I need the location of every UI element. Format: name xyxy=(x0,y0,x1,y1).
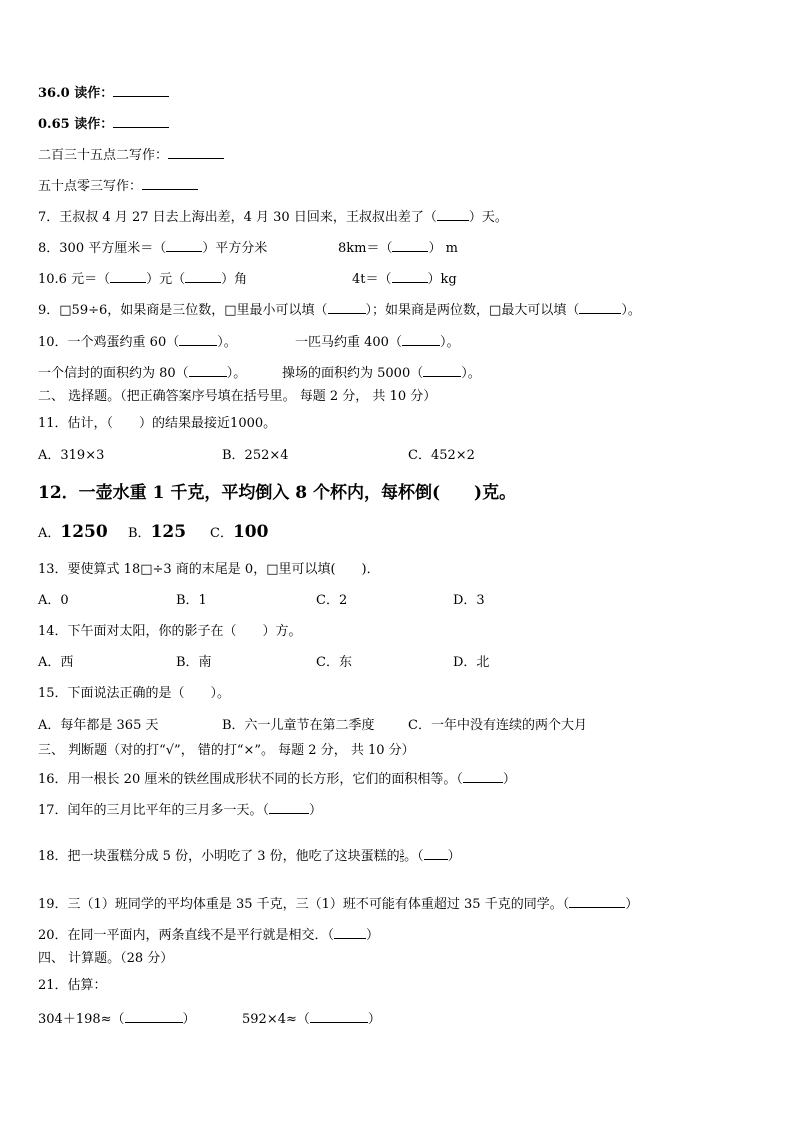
q-label: 二百三十五点二写作： xyxy=(38,148,169,163)
q8d-post: ）kg xyxy=(427,272,457,287)
q21-item-a xyxy=(38,1010,196,1028)
question-10c xyxy=(38,364,246,382)
answer-blank[interactable] xyxy=(392,270,428,283)
answer-blank[interactable] xyxy=(463,770,503,783)
q13-option-c[interactable]: C．2 xyxy=(316,593,348,608)
q8c-mid: ）元（ xyxy=(146,272,186,287)
answer-blank[interactable] xyxy=(168,146,224,159)
question-10d xyxy=(282,364,481,382)
question-17 xyxy=(38,801,322,819)
fraction-denominator: 5 xyxy=(399,856,405,864)
answer-blank[interactable] xyxy=(402,333,440,346)
option-letter: C． xyxy=(210,526,233,541)
q10a-text: 10．一个鸡蛋约重 60（ xyxy=(38,335,180,350)
q7-text: 7．王叔叔 4 月 27 日去上海出差，4 月 30 日回来，王叔叔出差了（ xyxy=(38,210,437,225)
question-13: 13．要使算式 18□÷3 商的末尾是 0，□里可以填( )． xyxy=(38,562,380,577)
q16-post: ） xyxy=(502,772,516,787)
q10b-post: ）。 xyxy=(439,335,460,350)
question-14: 14．下午面对太阳，你的影子在（ ）方。 xyxy=(38,624,302,639)
answer-blank[interactable] xyxy=(423,364,461,377)
q8a-text: 8．300 平方厘米＝（ xyxy=(38,241,167,256)
question-19 xyxy=(38,895,638,913)
q14-option-a[interactable]: A．西 xyxy=(38,655,74,670)
q21-item-b xyxy=(242,1010,381,1028)
question-8d xyxy=(352,270,457,288)
option-value: 100 xyxy=(232,522,269,542)
q8c-post: ）角 xyxy=(221,272,248,287)
q12-option-a[interactable] xyxy=(38,524,108,542)
q15-option-c[interactable]: C．一年中没有连续的两个大月 xyxy=(408,718,587,733)
q-write-5003 xyxy=(38,177,198,195)
answer-blank[interactable] xyxy=(185,270,221,283)
q15-option-b[interactable]: B．六一儿童节在第二季度 xyxy=(222,718,375,733)
q18-text: 18．把一块蛋糕分成 5 份，小明吃了 3 份，他吃了这块蛋糕的 xyxy=(38,849,400,864)
question-8c xyxy=(38,270,247,288)
q14-option-b[interactable]: B．南 xyxy=(176,655,212,670)
q13-option-d[interactable]: D．3 xyxy=(453,593,485,608)
q-label: 0.65 读作： xyxy=(38,117,114,132)
q18-post: 。（ xyxy=(404,849,424,864)
option-letter: B． xyxy=(128,526,151,541)
q10c-post: ）。 xyxy=(226,366,247,381)
answer-blank[interactable] xyxy=(113,115,169,128)
q19-post: ） xyxy=(625,897,639,912)
q12-option-b[interactable] xyxy=(128,524,186,542)
answer-blank[interactable] xyxy=(110,270,146,283)
q21b-text: 592×4≈（ xyxy=(242,1012,310,1027)
q21b-post: ） xyxy=(367,1012,381,1027)
question-20 xyxy=(38,926,379,944)
answer-blank[interactable] xyxy=(166,239,202,252)
question-21: 21．估算： xyxy=(38,978,107,993)
option-value: 1250 xyxy=(60,522,108,542)
q8d-text: 4t＝（ xyxy=(352,272,392,287)
question-8a xyxy=(38,239,267,257)
section-heading-judge: 三、 判断题（对的打“√”， 错的打“×”。 每题 2 分， 共 10 分） xyxy=(38,743,415,758)
q12-option-c[interactable] xyxy=(210,524,268,542)
answer-blank[interactable] xyxy=(269,801,309,814)
q15-option-a[interactable]: A．每年都是 365 天 xyxy=(38,718,159,733)
question-7 xyxy=(38,208,508,226)
q-read-36 xyxy=(38,84,169,102)
q-write-235 xyxy=(38,146,224,164)
section-heading-calc: 四、 计算题。（28 分） xyxy=(38,951,174,966)
option-value: 125 xyxy=(150,522,187,542)
q16-text: 16．用一根长 20 厘米的铁丝围成形状不同的长方形，它们的面积相等。（ xyxy=(38,772,463,787)
answer-blank[interactable] xyxy=(125,1010,183,1023)
q-label: 36.0 读作： xyxy=(38,86,114,101)
answer-blank[interactable] xyxy=(142,177,198,190)
q14-option-c[interactable]: C．东 xyxy=(316,655,352,670)
option-letter: A． xyxy=(38,526,61,541)
question-8b xyxy=(338,239,458,257)
q13-option-a[interactable]: A．0 xyxy=(38,593,69,608)
q7-post: ）天。 xyxy=(468,210,508,225)
question-10b xyxy=(295,333,459,351)
question-11: 11．估计，（ ）的结果最接近1000。 xyxy=(38,416,277,431)
q21a-text: 304＋198≈（ xyxy=(38,1012,125,1027)
question-12: 12．一壶水重 1 千克，平均倒入 8 个杯内，每杯倒( )克。 xyxy=(38,483,517,503)
q11-option-a[interactable]: A．319×3 xyxy=(38,448,105,463)
answer-blank[interactable] xyxy=(334,926,366,939)
q18-end: ） xyxy=(447,849,461,864)
q11-option-c[interactable]: C．452×2 xyxy=(408,448,475,463)
q10d-text: 操场的面积约为 5000（ xyxy=(282,366,424,381)
question-16 xyxy=(38,770,516,788)
q8b-text: 8km＝（ xyxy=(338,241,393,256)
q13-option-b[interactable]: B．1 xyxy=(176,593,207,608)
q9-post: ）。 xyxy=(621,303,641,318)
q9-mid: ）；如果商是两位数，□最大可以填（ xyxy=(365,303,580,318)
q10a-post: ）。 xyxy=(217,335,237,350)
answer-blank[interactable] xyxy=(569,895,625,908)
answer-blank[interactable] xyxy=(437,208,469,221)
q8b-post: ） m xyxy=(428,241,458,256)
q20-post: ） xyxy=(366,928,380,943)
q11-option-b[interactable]: B．252×4 xyxy=(222,448,289,463)
q20-text: 20．在同一平面内，两条直线不是平行就是相交．（ xyxy=(38,928,335,943)
q17-text: 17．闰年的三月比平年的三月多一天。（ xyxy=(38,803,270,818)
q9-text: 9．□59÷6，如果商是三位数，□里最小可以填（ xyxy=(38,303,328,318)
answer-blank[interactable] xyxy=(579,301,621,314)
q-label: 五十点零三写作： xyxy=(38,179,143,194)
question-15: 15．下面说法正确的是（ ）。 xyxy=(38,686,231,701)
q10d-post: ）。 xyxy=(461,366,481,381)
section-heading-choice: 二、 选择题。（把正确答案序号填在括号里。 每题 2 分， 共 10 分） xyxy=(38,389,437,404)
fraction-numerator: 3 xyxy=(399,849,405,857)
answer-blank[interactable] xyxy=(424,847,448,860)
answer-blank[interactable] xyxy=(189,364,227,377)
answer-blank[interactable] xyxy=(179,333,217,346)
answer-blank[interactable] xyxy=(328,301,366,314)
q-read-065 xyxy=(38,115,169,133)
q19-text: 19．三（1）班同学的平均体重是 35 千克，三（1）班不可能有体重超过 35 千克的同学。（ xyxy=(38,897,570,912)
answer-blank[interactable] xyxy=(310,1010,368,1023)
q14-option-d[interactable]: D．北 xyxy=(453,655,490,670)
answer-blank[interactable] xyxy=(392,239,428,252)
question-9 xyxy=(38,301,641,319)
q8a-post: ）平方分米 xyxy=(202,241,268,256)
q17-post: ） xyxy=(309,803,323,818)
q8c-text: 10.6 元＝（ xyxy=(38,272,111,287)
q10b-text: 一匹马约重 400（ xyxy=(295,335,402,350)
question-18 xyxy=(38,847,461,865)
question-10a xyxy=(38,333,237,351)
q21a-post: ） xyxy=(182,1012,196,1027)
answer-blank[interactable] xyxy=(113,84,169,97)
q10c-text: 一个信封的面积约为 80（ xyxy=(38,366,189,381)
